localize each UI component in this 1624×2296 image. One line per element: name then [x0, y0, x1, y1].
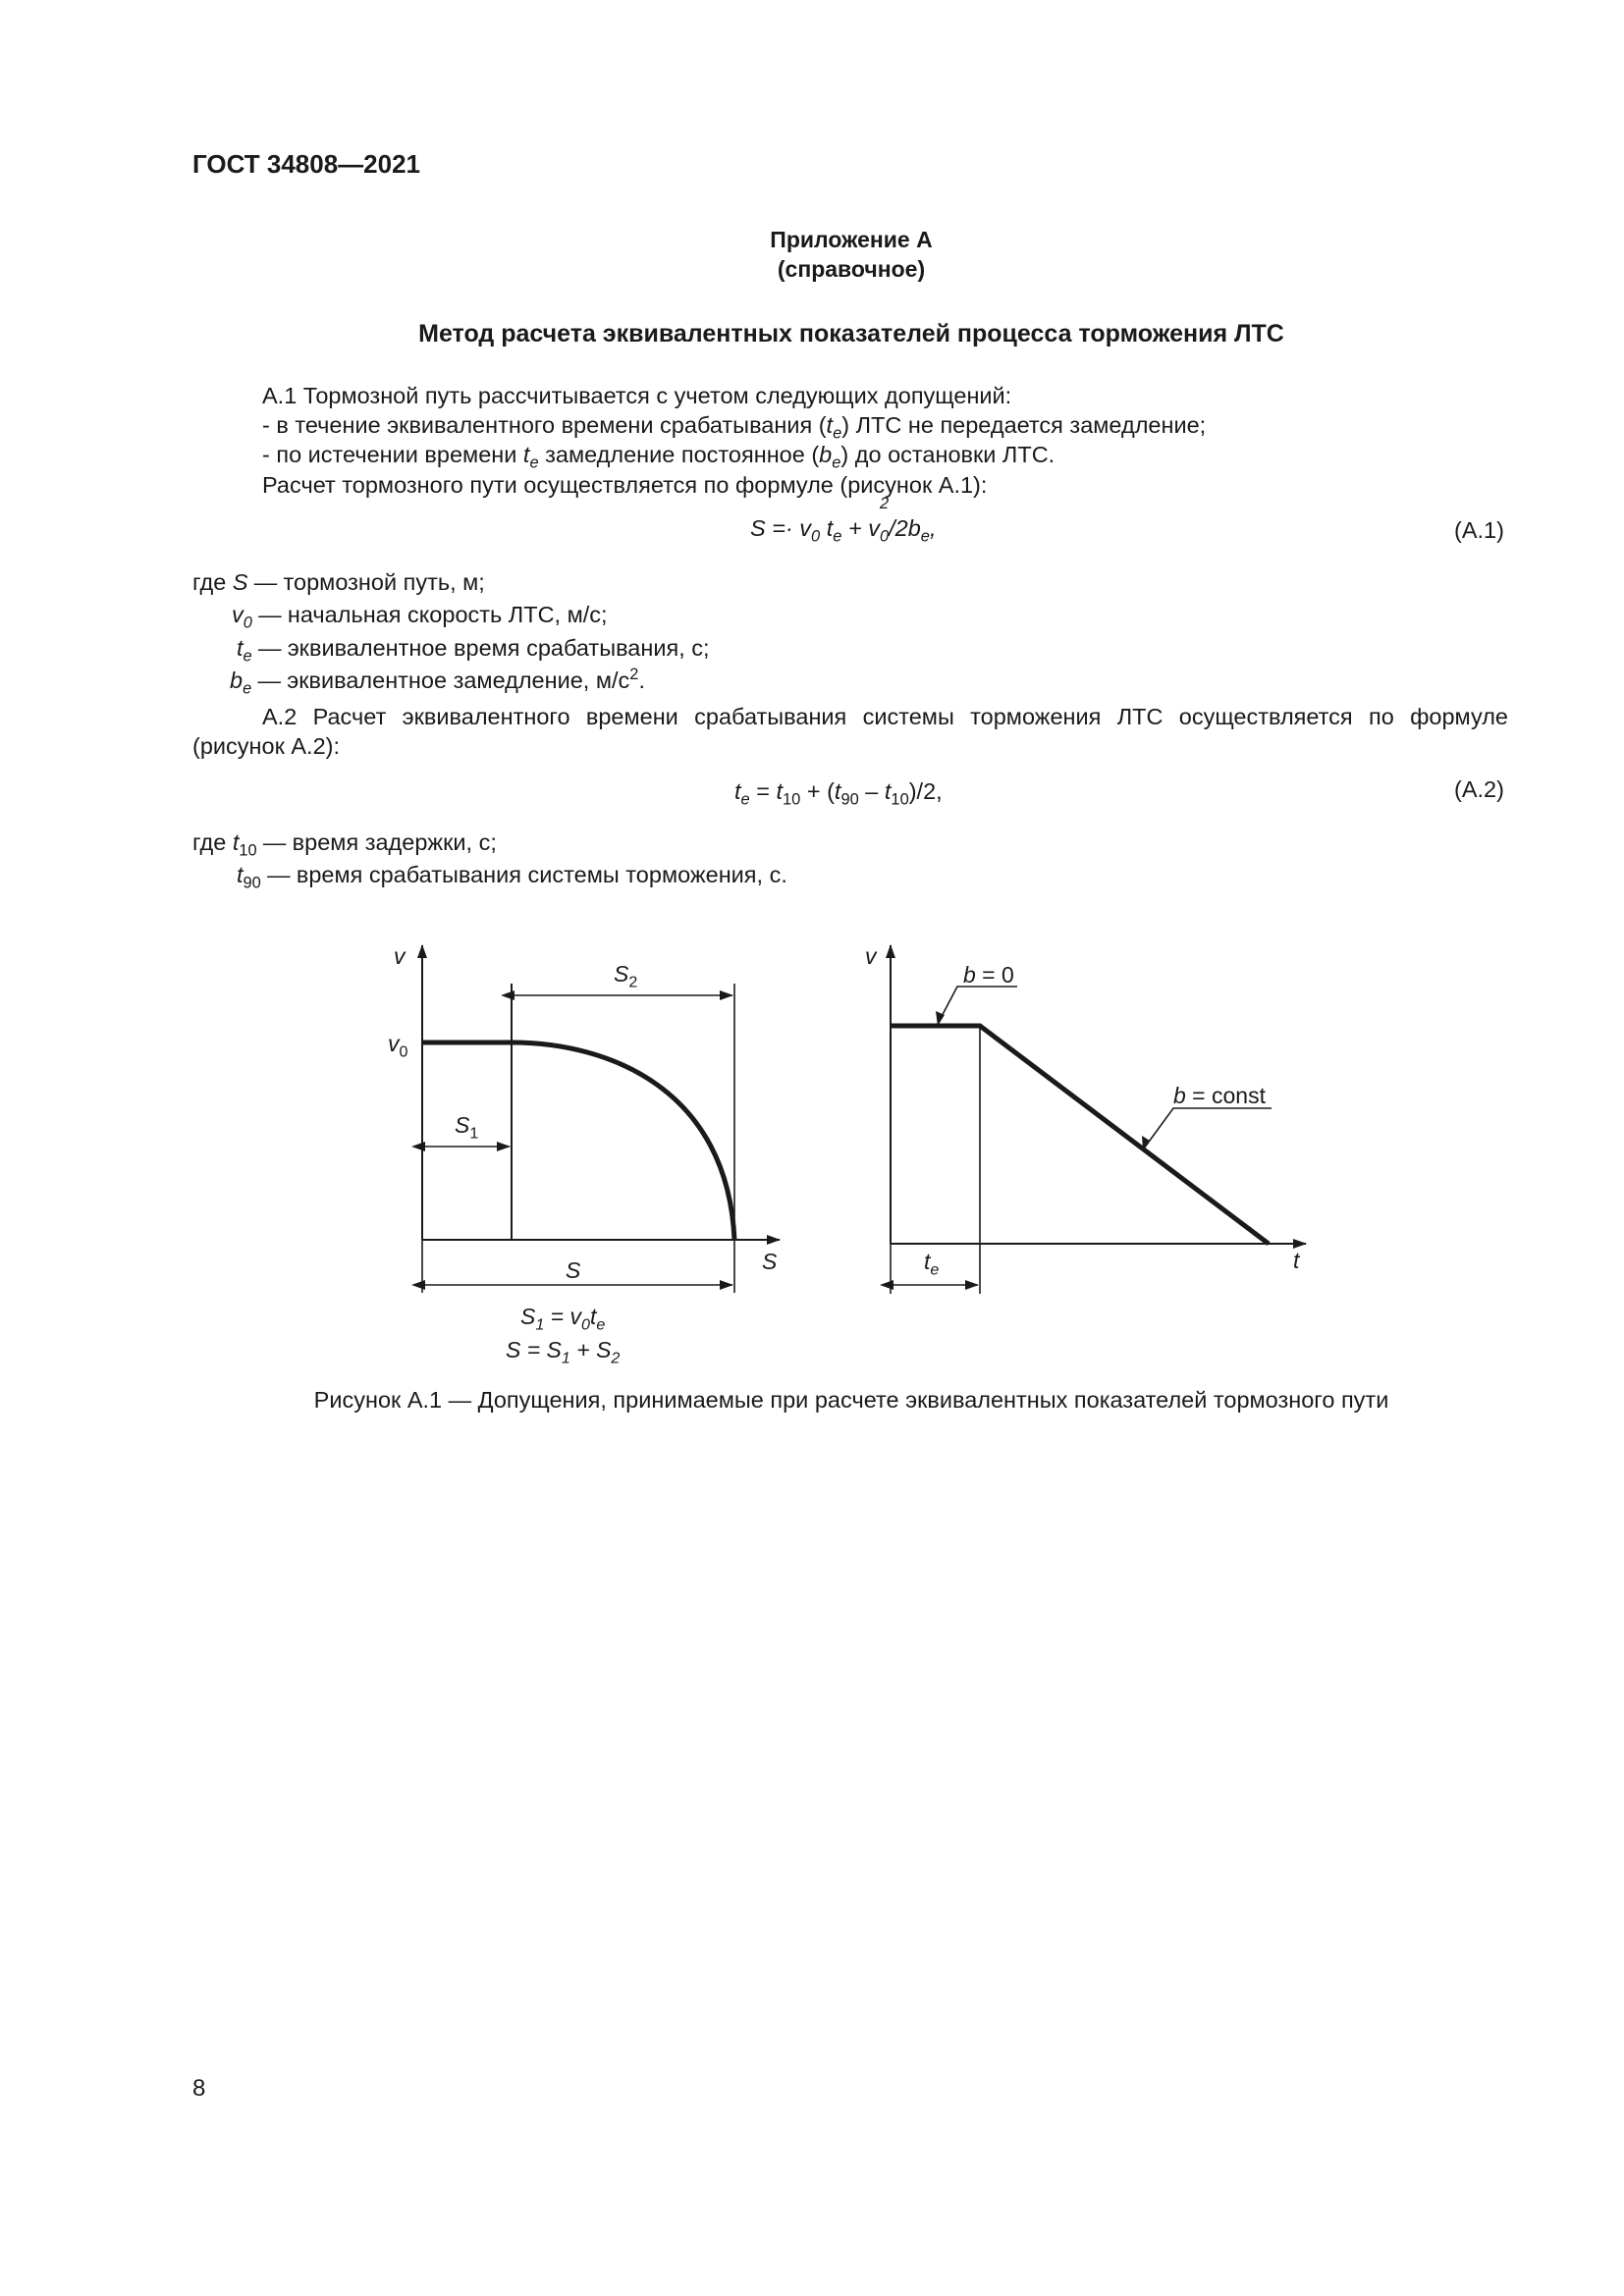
left-s1-label: $S_1$: [455, 1112, 479, 1143]
a1-calc-text: Расчет тормозного пути осуществляется по формуле (рисунок А.1):: [262, 472, 988, 498]
right-v-axis-label: v: [865, 943, 877, 969]
formula-a1: $S =\cdot v_0$ $t_e + v$ $^2$ $_0/2b_e$,: [750, 495, 937, 546]
formula-a2-number: (А.2): [1454, 776, 1504, 802]
page-number: 8: [192, 2075, 206, 2102]
left-equation-1: $S_1 = v_0t_e$: [520, 1304, 606, 1334]
left-v0-label: $v_0$: [388, 1031, 408, 1061]
a1-item-1: - в течение эквивалентного времени срабатывания $(t_e)$ ЛТС не передается замедление;: [262, 412, 1207, 443]
a2-line-1: А.2 Расчет эквивалентного времени срабатывания системы торможения ЛТС осуществляется по формуле: [262, 704, 1508, 729]
formula-a1-number: (А.1): [1454, 517, 1504, 543]
where-1-row-s: где S — тормозной путь, м;: [192, 569, 485, 595]
section-title: Метод расчета эквивалентных показателей процесса торможения ЛТС: [418, 320, 1284, 347]
bconst-leader: [1144, 1108, 1272, 1148]
document-header: ГОСТ 34808—2021: [192, 149, 420, 179]
a1-item-2: - по истечении времени $t_e$ замедление постоянное $(b_e)$ до остановки ЛТС.: [262, 442, 1056, 472]
where-1-row-te: $t_e$ — эквивалентное время срабатывания, с;: [237, 635, 710, 666]
right-velocity-curve: [891, 1026, 1269, 1244]
where-1-row-be: $b_e$ — эквивалентное замедление, $м/с^2$.: [230, 666, 645, 698]
left-s-label: S: [566, 1257, 581, 1283]
left-equation-2: $S = S_1 + S_2$: [506, 1337, 621, 1367]
where-2-row-t90: $t_{90}$ — время срабатывания системы торможения, с.: [237, 862, 787, 892]
where-2-row-t10: где $t_{10}$ — время задержки, с;: [192, 829, 497, 860]
appendix-title: Приложение А: [770, 227, 933, 252]
left-v-axis-label: v: [394, 943, 406, 969]
right-t-axis-label: t: [1293, 1248, 1300, 1273]
a1-intro: А.1 Тормозной путь рассчитывается с учетом следующих допущений:: [262, 383, 1012, 408]
b0-leader: [938, 987, 1017, 1024]
a2-line-2: (рисунок А.2):: [192, 733, 341, 759]
figure-caption: Рисунок А.1 — Допущения, принимаемые при расчете эквивалентных показателей тормозного пути: [313, 1387, 1389, 1413]
where-1-row-v0: $v_0$ — начальная скорость ЛТС, м/с;: [232, 602, 608, 632]
formula-a2: $t_e = t_{10} + (t_{90} - t_{10})/2$,: [734, 778, 943, 809]
right-bconst-label: b = const: [1173, 1083, 1266, 1108]
right-b0-label: b = 0: [963, 962, 1014, 988]
right-te-label: $t_e$: [924, 1249, 940, 1279]
left-s2-label: $S_2$: [614, 961, 638, 991]
appendix-type: (справочное): [777, 256, 926, 282]
left-s-axis-label: S: [762, 1249, 778, 1274]
